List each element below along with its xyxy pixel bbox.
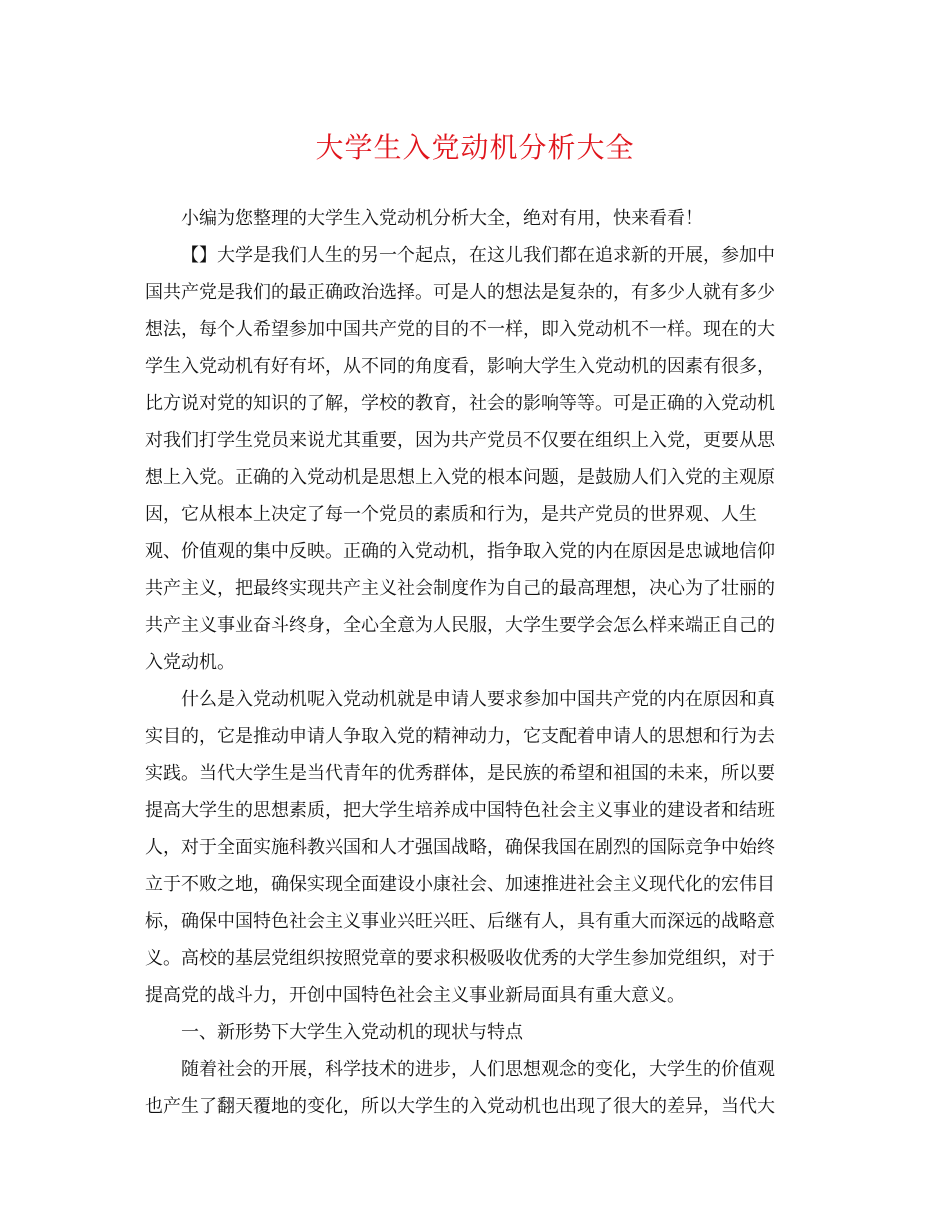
paragraph-line: 学生入党动机有好有坏，从不同的角度看，影响大学生入党动机的因素有很多，: [145, 356, 775, 377]
document-title: 大学生入党动机分析大全: [315, 131, 635, 164]
paragraph-line: 提高大学生的思想素质，把大学生培养成中国特色社会主义事业的建设者和结班: [145, 800, 775, 821]
paragraph-line: 立于不败之地，确保实现全面建设小康社会、加速推进社会主义现代化的宏伟目: [145, 874, 775, 895]
paragraph-line: 什么是入党动机呢入党动机就是申请人要求参加中国共产党的内在原因和真: [181, 689, 775, 710]
paragraph-line: 入党动机。: [145, 652, 235, 673]
paragraph-line: 对我们打学生党员来说尤其重要，因为共产党员不仅要在组织上入党，更要从思: [145, 430, 775, 451]
paragraph-line: 也产生了翻天覆地的变化，所以大学生的入党动机也出现了很大的差异，当代大: [145, 1096, 775, 1117]
paragraph-line: 【】大学是我们人生的另一个起点，在这儿我们都在追求新的开展，参加中: [181, 245, 775, 266]
paragraph-line: 国共产党是我们的最正确政治选择。可是人的想法是复杂的，有多少人就有多少: [145, 282, 775, 303]
paragraph-line: 随着社会的开展，科学技术的进步，人们思想观念的变化，大学生的价值观: [181, 1059, 775, 1080]
paragraph-line: 共产主义，把最终实现共产主义社会制度作为自己的最高理想，决心为了壮丽的: [145, 578, 775, 599]
paragraph-line: 实目的，它是推动申请人争取入党的精神动力，它支配着申请人的思想和行为去: [145, 726, 775, 747]
paragraph-line: 共产主义事业奋斗终身，全心全意为人民服，大学生要学会怎么样来端正自己的: [145, 615, 775, 636]
paragraph-line: 实践。当代大学生是当代青年的优秀群体，是民族的希望和祖国的未来，所以要: [145, 763, 775, 784]
intro-paragraph-line: 小编为您整理的大学生入党动机分析大全，绝对有用，快来看看！: [181, 208, 703, 229]
paragraph-line: 比方说对党的知识的了解，学校的教育，社会的影响等等。可是正确的入党动机: [145, 393, 775, 414]
paragraph-line: 想上入党。正确的入党动机是思想上入党的根本问题，是鼓励人们入党的主观原: [145, 467, 775, 488]
paragraph-line: 想法，每个人希望参加中国共产党的目的不一样，即入党动机不一样。现在的大: [145, 319, 775, 340]
paragraph-line: 因，它从根本上决定了每一个党员的素质和行为，是共产党员的世界观、人生: [145, 504, 757, 525]
paragraph-line: 提高党的战斗力，开创中国特色社会主义事业新局面具有重大意义。: [145, 985, 685, 1006]
paragraph-line: 观、价值观的集中反映。正确的入党动机，指争取入党的内在原因是忠诚地信仰: [145, 541, 775, 562]
section-heading: 一、新形势下大学生入党动机的现状与特点: [181, 1022, 523, 1043]
paragraph-line: 标，确保中国特色社会主义事业兴旺兴旺、后继有人，具有重大而深远的战略意: [145, 911, 775, 932]
paragraph-line: 人，对于全面实施科教兴国和人才强国战略，确保我国在剧烈的国际竞争中始终: [145, 837, 775, 858]
paragraph-line: 义。高校的基层党组织按照党章的要求积极吸收优秀的大学生参加党组织，对于: [145, 948, 775, 969]
